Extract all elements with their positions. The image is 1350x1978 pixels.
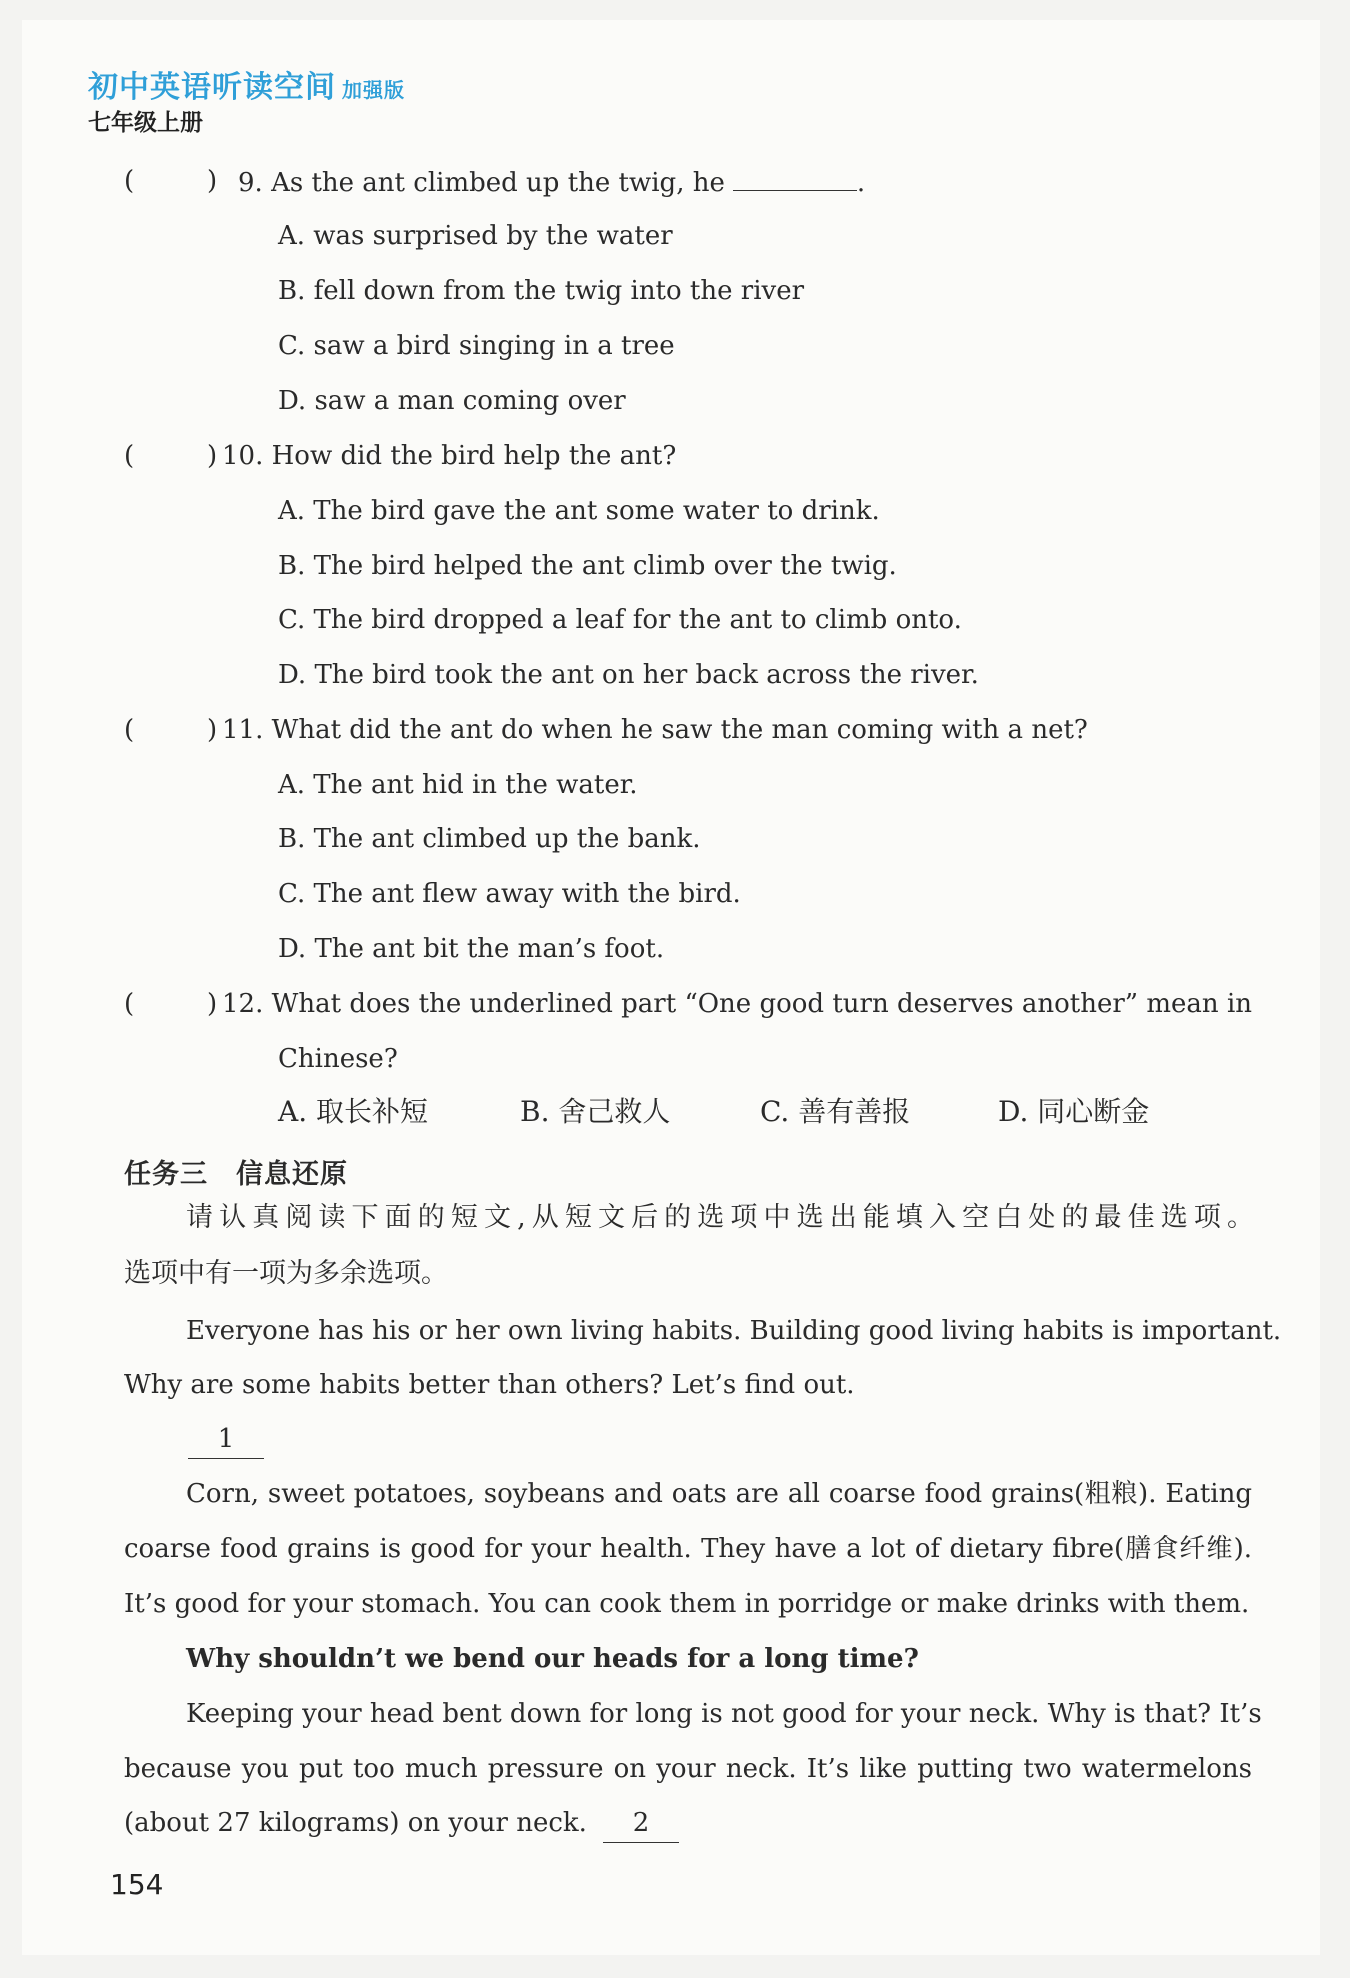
answer-paren-open[interactable]: ( <box>124 166 135 196</box>
answer-paren-close: ) <box>207 989 218 1019</box>
option: D. 同心断金 <box>998 1095 1150 1128</box>
paragraph-line: Everyone has his or her own living habits. Building good living habits is important. <box>186 1316 1282 1346</box>
series-title: 初中英语听读空间 加强版 <box>88 70 405 105</box>
question-stem: 10. How did the bird help the ant? <box>222 441 677 471</box>
paragraph-line: Keeping your head bent down for long is not good for your neck. Why is that? It’s <box>186 1699 1262 1729</box>
instruction-line: 请认真阅读下面的短文,从短文后的选项中选出能填入空白处的最佳选项。 <box>186 1202 1254 1233</box>
question-stem-continued: Chinese? <box>278 1044 398 1074</box>
answer-blank-2[interactable]: 2 <box>603 1810 679 1843</box>
option: C. The bird dropped a leaf for the ant to climb onto. <box>278 605 962 635</box>
answer-blank-1[interactable]: 1 <box>188 1426 264 1459</box>
subheading: Why shouldn’t we bend our heads for a long time? <box>186 1644 919 1674</box>
paragraph-line: coarse food grains is good for your health. They have a lot of dietary fibre(膳食纤维). <box>124 1534 1252 1564</box>
answer-paren-open[interactable]: ( <box>124 989 135 1019</box>
option: C. 善有善报 <box>760 1095 911 1128</box>
option: B. The bird helped the ant climb over the twig. <box>278 551 897 581</box>
paragraph-line: (about 27 kilograms) on your neck. <box>124 1808 587 1838</box>
answer-paren-close: ) <box>207 715 218 745</box>
edition-label: 加强版 <box>342 78 405 102</box>
option: D. saw a man coming over <box>278 386 626 416</box>
paragraph-line: because you put too much pressure on your neck. It’s like putting two watermelons <box>124 1754 1252 1784</box>
answer-paren-close: ) <box>207 441 218 471</box>
section-heading: 任务三 信息还原 <box>124 1159 348 1190</box>
answer-paren-close: ) <box>207 166 218 196</box>
option: A. 取长补短 <box>278 1095 429 1128</box>
option: B. 舍己救人 <box>520 1095 671 1128</box>
paragraph-line: Corn, sweet potatoes, soybeans and oats are all coarse food grains(粗粮). Eating <box>186 1479 1252 1509</box>
page-number: 154 <box>110 1868 164 1901</box>
option: C. The ant flew away with the bird. <box>278 879 741 909</box>
question-stem: 9. As the ant climbed up the twig, he . <box>238 168 866 198</box>
paragraph-line: Why are some habits better than others? Let’s find out. <box>124 1370 855 1400</box>
option: C. saw a bird singing in a tree <box>278 331 675 361</box>
option: B. fell down from the twig into the river <box>278 276 805 306</box>
option: A. The ant hid in the water. <box>278 770 638 800</box>
instruction-line: 选项中有一项为多余选项。 <box>124 1258 448 1289</box>
answer-paren-open[interactable]: ( <box>124 441 135 471</box>
answer-blank <box>733 168 857 191</box>
option: D. The bird took the ant on her back across the river. <box>278 660 979 690</box>
grade-label: 七年级上册 <box>88 110 203 136</box>
option: D. The ant bit the man’s foot. <box>278 934 665 964</box>
paragraph-line: It’s good for your stomach. You can cook them in porridge or make drinks with them. <box>124 1589 1250 1619</box>
question-stem: 12. What does the underlined part “One good turn deserves another” mean in <box>222 989 1252 1019</box>
answer-paren-open[interactable]: ( <box>124 715 135 745</box>
option: A. The bird gave the ant some water to drink. <box>278 496 880 526</box>
question-stem: 11. What did the ant do when he saw the man coming with a net? <box>222 715 1088 745</box>
option: A. was surprised by the water <box>278 221 673 251</box>
option: B. The ant climbed up the bank. <box>278 824 701 854</box>
